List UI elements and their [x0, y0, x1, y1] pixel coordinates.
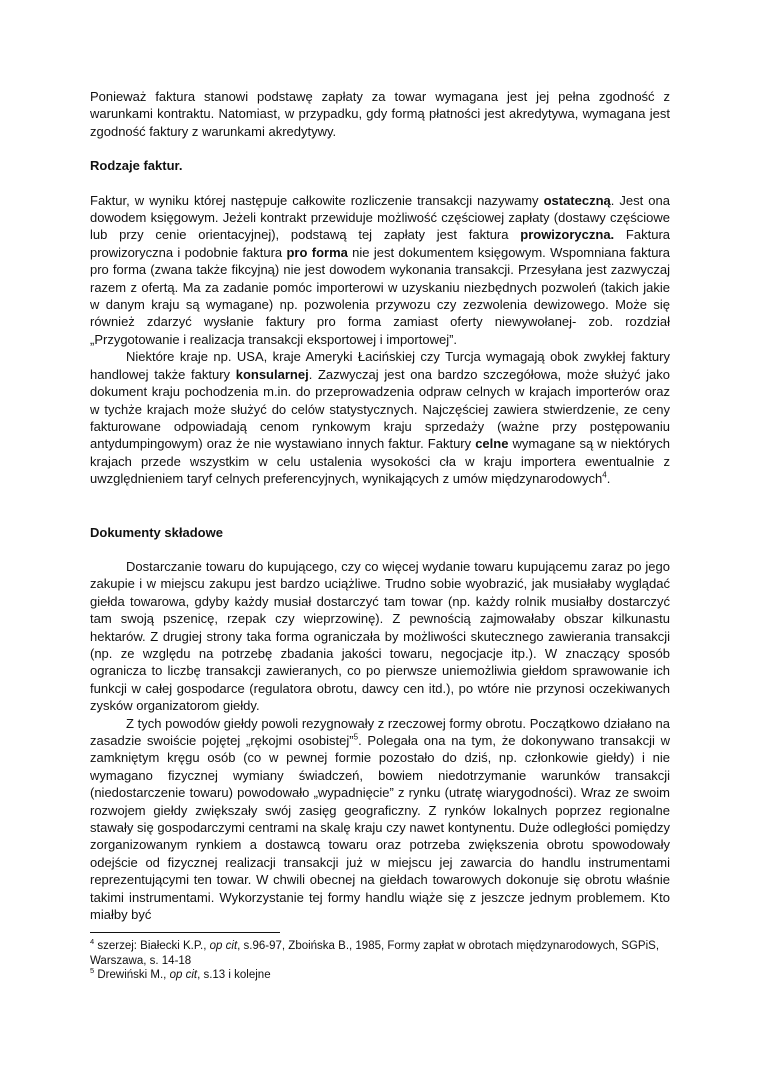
text-run: . Polegała ona na tym, że dokonywano transakcji w zamkniętym kręgu osób (co w pewnej formie pozostało do dziś, np. członkowie giełdy) i nie wymagano fizycznej wymiany świadczeń, bowiem niedotrzymanie warunków transakcji (niedostarczenie towaru) powodowało „wypadnięcie” z rynku (utratę wiarygodności). Wraz ze swoim rozwojem giełdy zwiększały swój zasięg geograficzny. Z rynków lokalnych poprzez regionalne stawały się gospodarczymi centrami na skalę kraju czy nawet kontynentu. Duże odległości pomiędzy zorganizowanym rynkiem a dostawcą towaru oraz potrzeba zwiększenia obrotu spowodowały odejście od fizycznej realizacji transakcji już w miejscu jej zawarcia do handlu instrumentami reprezentującymi ten towar. W chwili obecnej na giełdach towarowych dokonuje się obrotu właśnie takimi instrumentami. Wykorzystanie tej formy handlu wiąże się z jeszcze jednym problemem. Kto miałby być — [90, 733, 670, 923]
footnote-number: 5 — [90, 966, 95, 976]
text-run: nie jest dokumentem księgowym. Wspomniana faktura pro forma (zwana także fikcyjną) nie jest dowodem wykonania transakcji. Przesyłana jest zazwyczaj razem z ofertą. Ma za zadanie pomóc importerowi w uzyskaniu niezbędnych pozwoleń (takich jakie w danym kraju są wymagane) np. pozwolenia przywozu czy zezwolenia dewizowego. Może się również zdarzyć wysłanie faktury pro forma zamiast oferty niewywołanej- zob. rozdział „Przygotowanie i realizacja transakcji eksportowej i importowej”. — [90, 244, 670, 347]
footnote-number: 4 — [90, 937, 95, 947]
heading-warehouse-documents: Dokumenty składowe — [90, 524, 223, 540]
text-run: wymagane są w niektórych krajach przede wszystkim w celu ustalenia wysokości cła w kraju importera ewentualnie z uwzględnieniem taryf celnych preferencyjnych, wynikających z umów międzynarodowych — [90, 436, 670, 487]
bold-term-consular: konsularnej — [235, 366, 309, 382]
italic-op-cit: op cit — [169, 969, 198, 981]
footnote-ref-4[interactable]: 4 — [602, 470, 607, 480]
text-run: . Zazwyczaj jest ona bardzo szczegółowa, może służyć jako dokument kraju pochodzenia m.in. do przeprowadzenia odpraw celnych w krajach importerów oraz w tychże krajach może służyć do celów statystycznych. Najczęściej zawiera stwierdzenie, ze ceny fakturowane odpowiadają cenom rynkowym kraju sprzedaży (ważne przy postępowaniu antydumpingowym) oraz że nie wystawiano innych faktur. Faktury — [90, 366, 670, 452]
footnote-ref-5[interactable]: 5 — [353, 732, 359, 742]
text-run: , s.13 i kolejne — [197, 969, 271, 981]
paragraph-invoice-compliance: Ponieważ faktura stanowi podstawę zapłaty za towar wymagana jest jej pełna zgodność z warunkami kontraktu. Natomiast, w przypadku, gdy formą płatności jest akredytywa, wymagana jest zgodność faktury z warunkami akredytywy. — [90, 89, 670, 139]
italic-op-cit: op cit — [209, 940, 238, 952]
text-run: Faktura prowizoryczna i podobnie faktura — [90, 227, 670, 260]
bold-term-customs: celne — [475, 436, 509, 452]
footnote-separator — [90, 932, 280, 933]
text-run: , s.96-97, Zboińska B., 1985, Formy zapłat w obrotach międzynarodowych, SGPiS, Warszawa, s. 14-18 — [90, 940, 660, 967]
text-run: . Jest ona dowodem księgowym. Jeżeli kontrakt przewiduje możliwość częściowej zapłaty (dostawy częściowe lub przy cenie orientacyjnej), podstawą tej zapłaty jest faktura — [90, 192, 671, 243]
heading-invoice-types: Rodzaje faktur. — [90, 158, 183, 174]
bold-term-provisional: prowizoryczna. — [520, 227, 615, 243]
text-run: . — [606, 471, 611, 487]
footnotes-section — [90, 932, 670, 983]
text-run: Drewiński M., — [94, 969, 170, 981]
document-body — [90, 88, 670, 923]
bold-term-final: ostateczną — [543, 192, 611, 208]
paragraph-invoice-kinds — [90, 192, 670, 349]
paragraph-delivery-problems: Dostarczanie towaru do kupującego, czy co więcej wydanie towaru kupującemu zaraz po jego zakupie i w miejscu zakupu jest bardzo uciążliwe. Trudno sobie wyobrazić, jak musiałaby wyglądać giełda towarowa, gdyby każdy musiał dostarczyć tam towar (np. każdy rolnik musiałby dostarczyć tam swoją pszenicę, rzepak czy wieprzowinę). Z pewnością zajmowałaby obszar kilkunastu hektarów. Z drugiej strony taka forma ograniczała by możliwości skutecznego zawierania transakcji (np. ze względu na potrzebę zbadania jakości towaru, negocjacje itp.). W znaczący sposób ogranicza to liczbę transakcji zawieranych, co po pierwsze uniemożliwia giełdom sprawowanie ich funkcji w całej gospodarce (regulatora obrotu, dawcy cen itd.), po wtóre nie przynosi oczekiwanych zysków organizatorom giełdy. — [90, 558, 670, 714]
text-run: szerzej: Białecki K.P., — [94, 940, 210, 952]
text-run: Faktur, w wyniku której następuje całkowite rozliczenie transakcji nazywamy — [90, 192, 544, 208]
paragraph-exchange-evolution — [90, 715, 670, 924]
footnote-5 — [90, 968, 670, 983]
text-run: Z tych powodów giełdy powoli rezygnowały z rzeczowej formy obrotu. Początkowo działano na zasadzie swoiście pojętej „rękojmi osobistej” — [90, 715, 670, 748]
bold-term-pro-forma: pro forma — [286, 244, 348, 260]
paragraph-consular-invoice — [90, 348, 670, 487]
text-run: Niektóre kraje np. USA, kraje Ameryki Łacińskiej czy Turcja wymagają obok zwykłej faktury handlowej także faktury — [90, 349, 670, 382]
footnote-4 — [90, 939, 670, 968]
